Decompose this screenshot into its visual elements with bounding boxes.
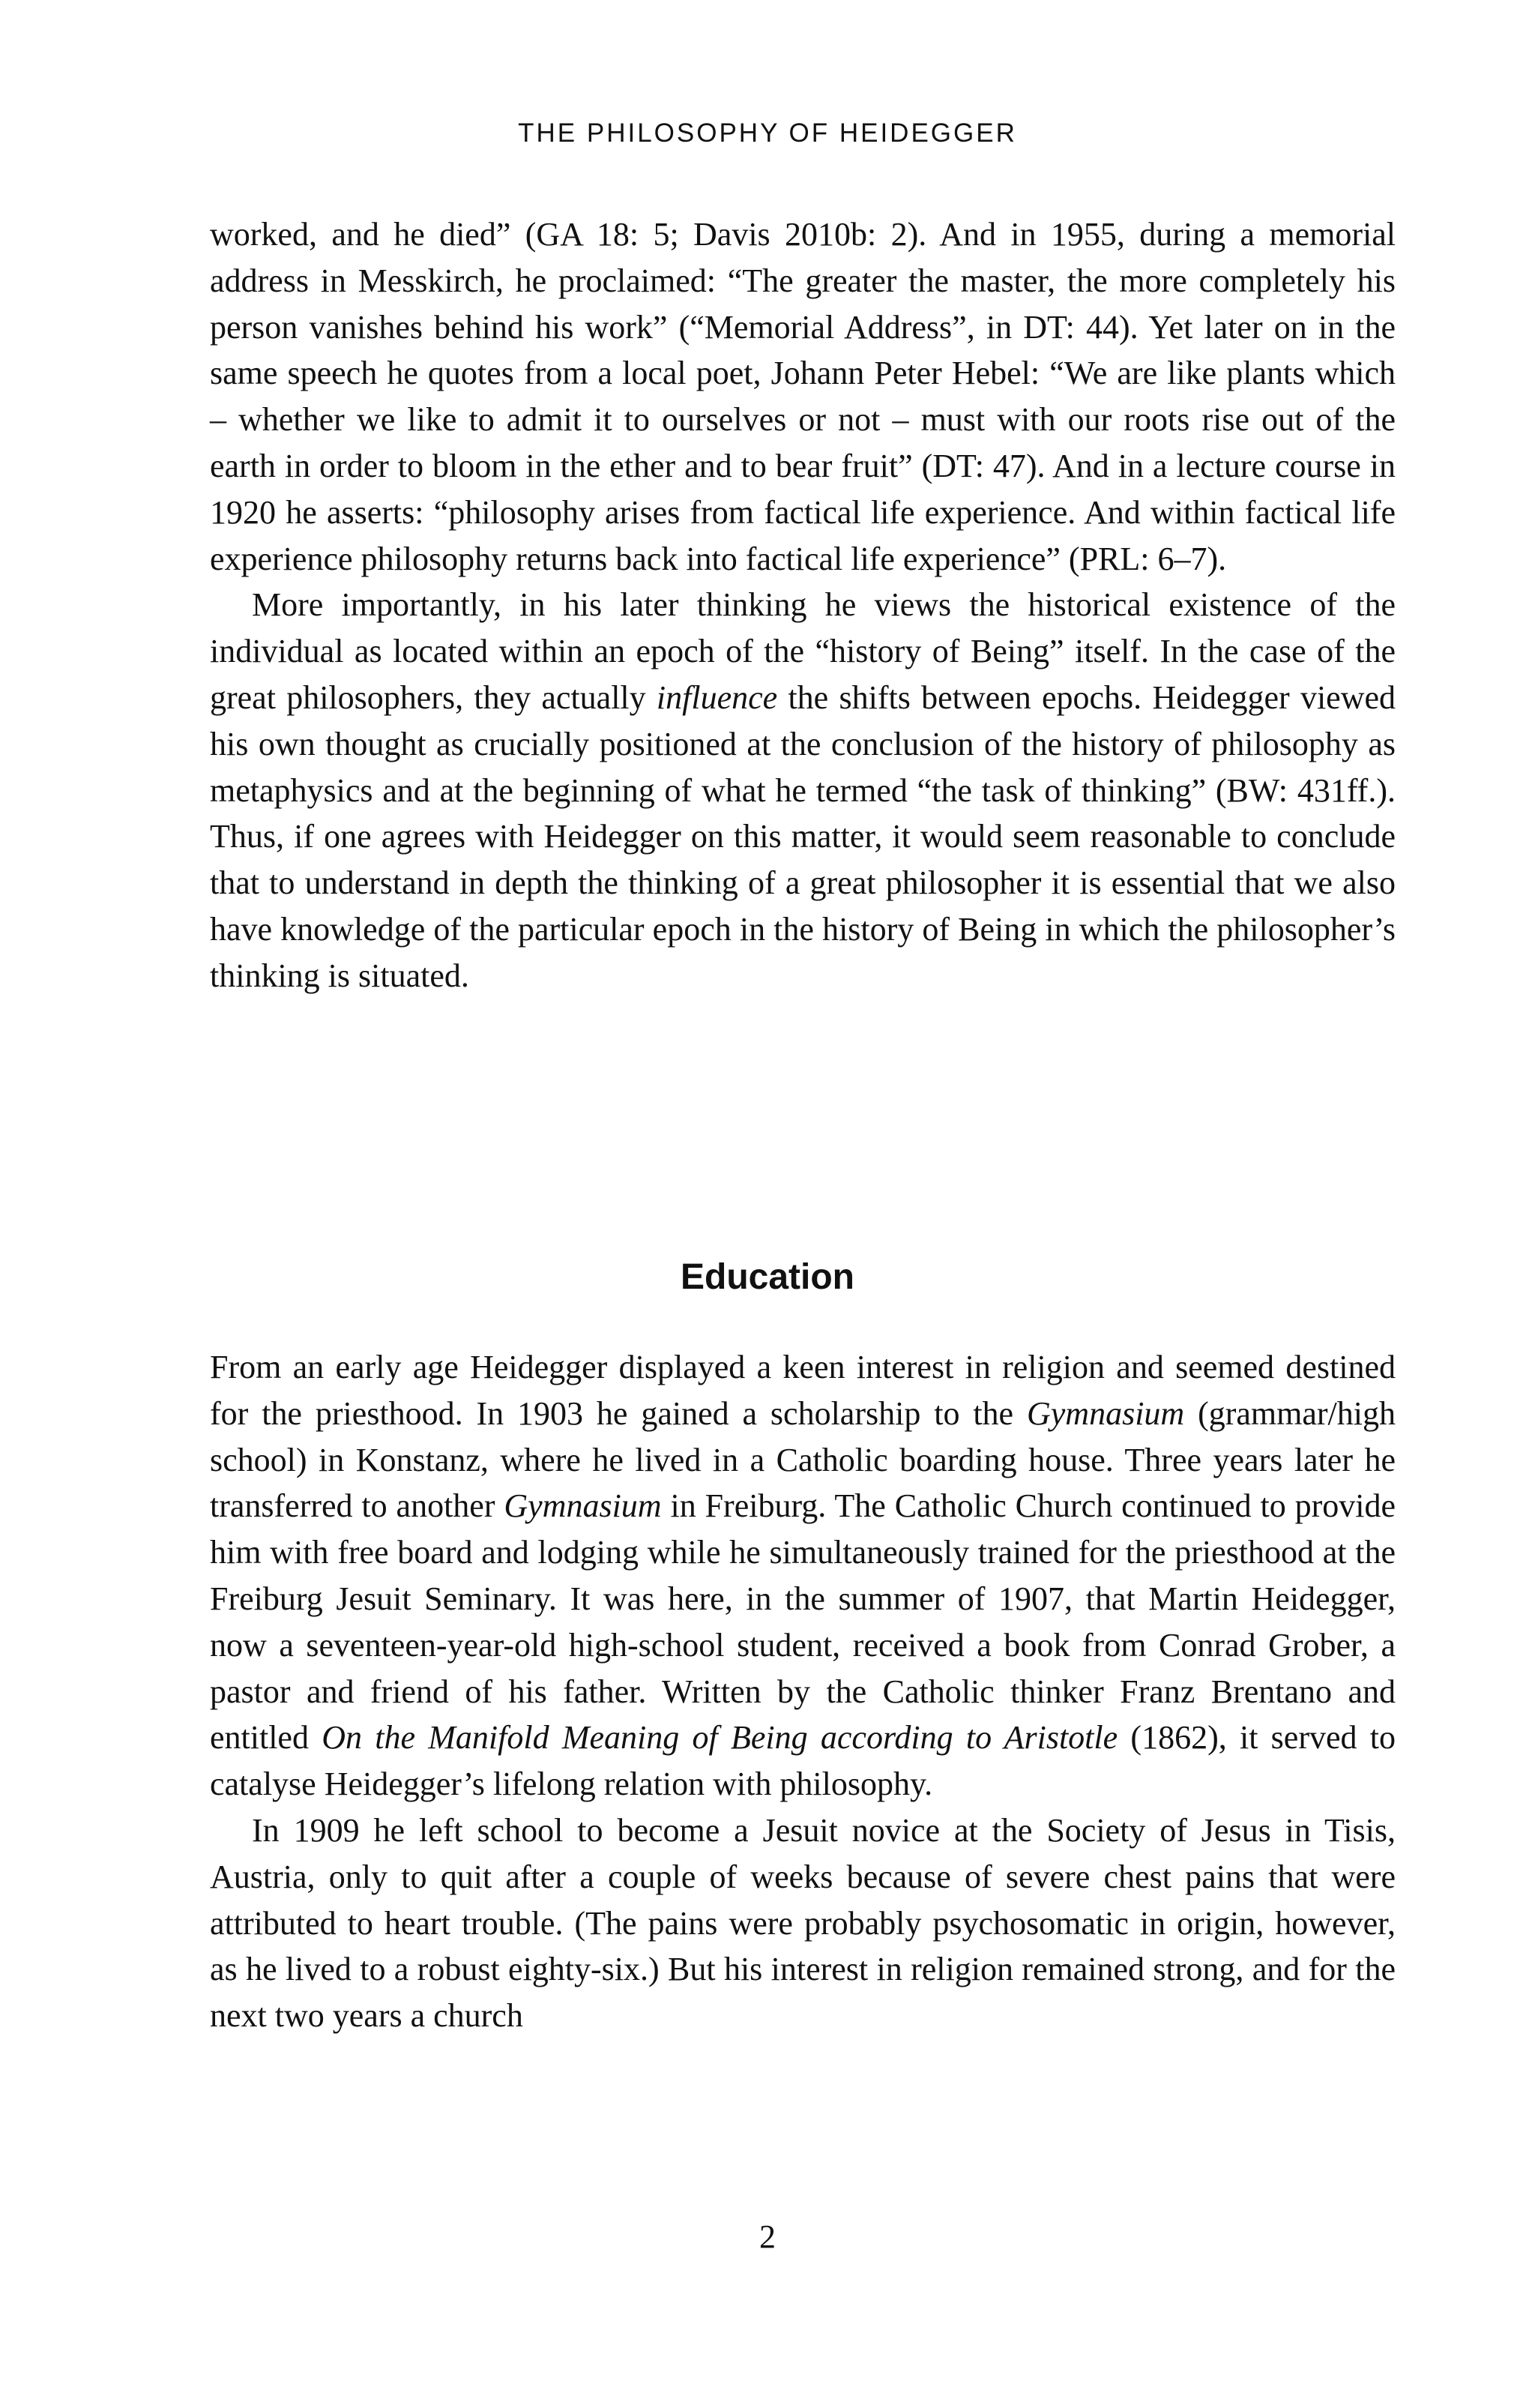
section-heading: Education xyxy=(680,1257,854,1297)
text-run: in Freiburg. The Catholic Church continued to provide him with free board and lodging while he simultaneously trained for the priesthood at the Freiburg Jesuit Seminary. It was here, in the summer of 1907, that Martin Heidegger, now a seventeen-year-old high-school student, received a book from Conrad Grober, a pastor and friend of his father. Written by the Catholic thinker Franz Brentano and entitled xyxy=(210,1487,1396,1757)
text-run: (1862), it served to catalyse Heidegger’s lifelong relation with philosophy. xyxy=(210,1719,1396,1803)
paragraph xyxy=(210,582,1396,999)
body-text-top xyxy=(210,211,1396,999)
text-run: the shifts between epochs. Heidegger viewed his own thought as crucially positioned at the conclusion of the history of philosophy as metaphysics and at the beginning of what he termed “the task of thinking” (BW: 431ff.). Thus, if one agrees with Heidegger on this matter, it would seem reasonable to conclude that to understand in depth the thinking of a great philosopher it is essential that we also have knowledge of the particular epoch in the history of Being in which the philosopher’s thinking is situated. xyxy=(210,678,1396,994)
page-number: 2 xyxy=(759,2218,776,2255)
italic-text: Gymnasium xyxy=(1026,1394,1185,1432)
italic-text: On the Manifold Meaning of Being according to Aristotle xyxy=(322,1719,1118,1757)
paragraph xyxy=(210,1344,1396,1807)
body-text-bottom xyxy=(210,1344,1396,2039)
text-run: More importantly, in his later thinking he views the historical existence of the individual as located within an epoch of the “history of Being” itself. In the case of the great philosophers, they actually xyxy=(210,586,1396,716)
text-run: From an early age Heidegger displayed a keen interest in religion and seemed destined for the priesthood. In 1903 he gained a scholarship to the xyxy=(210,1349,1396,1432)
text-run: (grammar/high school) in Konstanz, where he lived in a Catholic boarding house. Three years later he transferred to another xyxy=(210,1394,1396,1525)
paragraph xyxy=(210,1807,1396,2039)
italic-text: Gymnasium xyxy=(504,1487,662,1525)
text-run: In 1909 he left school to become a Jesuit novice at the Society of Jesus in Tisis, Austria, only to quit after a couple of weeks because of severe chest pains that were attributed to heart trouble. (The pains were probably psychosomatic in origin, however, as he lived to a robust eighty-six.) But his interest in religion remained strong, and for the next two years a church xyxy=(210,1811,1396,2035)
italic-text: influence xyxy=(656,678,778,716)
text-run: worked, and he died” (GA 18: 5; Davis 2010b: 2). And in 1955, during a memorial address in Messkirch, he proclaimed: “The greater the master, the more completely his person vanishes behind his work” (“Memorial Address”, in DT: 44). Yet later on in the same speech he quotes from a local poet, Johann Peter Hebel: “We are like plants which – whether we like to admit it to ourselves or not – must with our roots rise out of the earth in order to bloom in the ether and to bear fruit” (DT: 47). And in a lecture course in 1920 he asserts: “philosophy arises from factical life experience. And within factical life experience philosophy returns back into factical life experience” (PRL: 6–7). xyxy=(210,216,1396,577)
running-head: THE PHILOSOPHY OF HEIDEGGER xyxy=(518,118,1017,148)
paragraph xyxy=(210,211,1396,582)
